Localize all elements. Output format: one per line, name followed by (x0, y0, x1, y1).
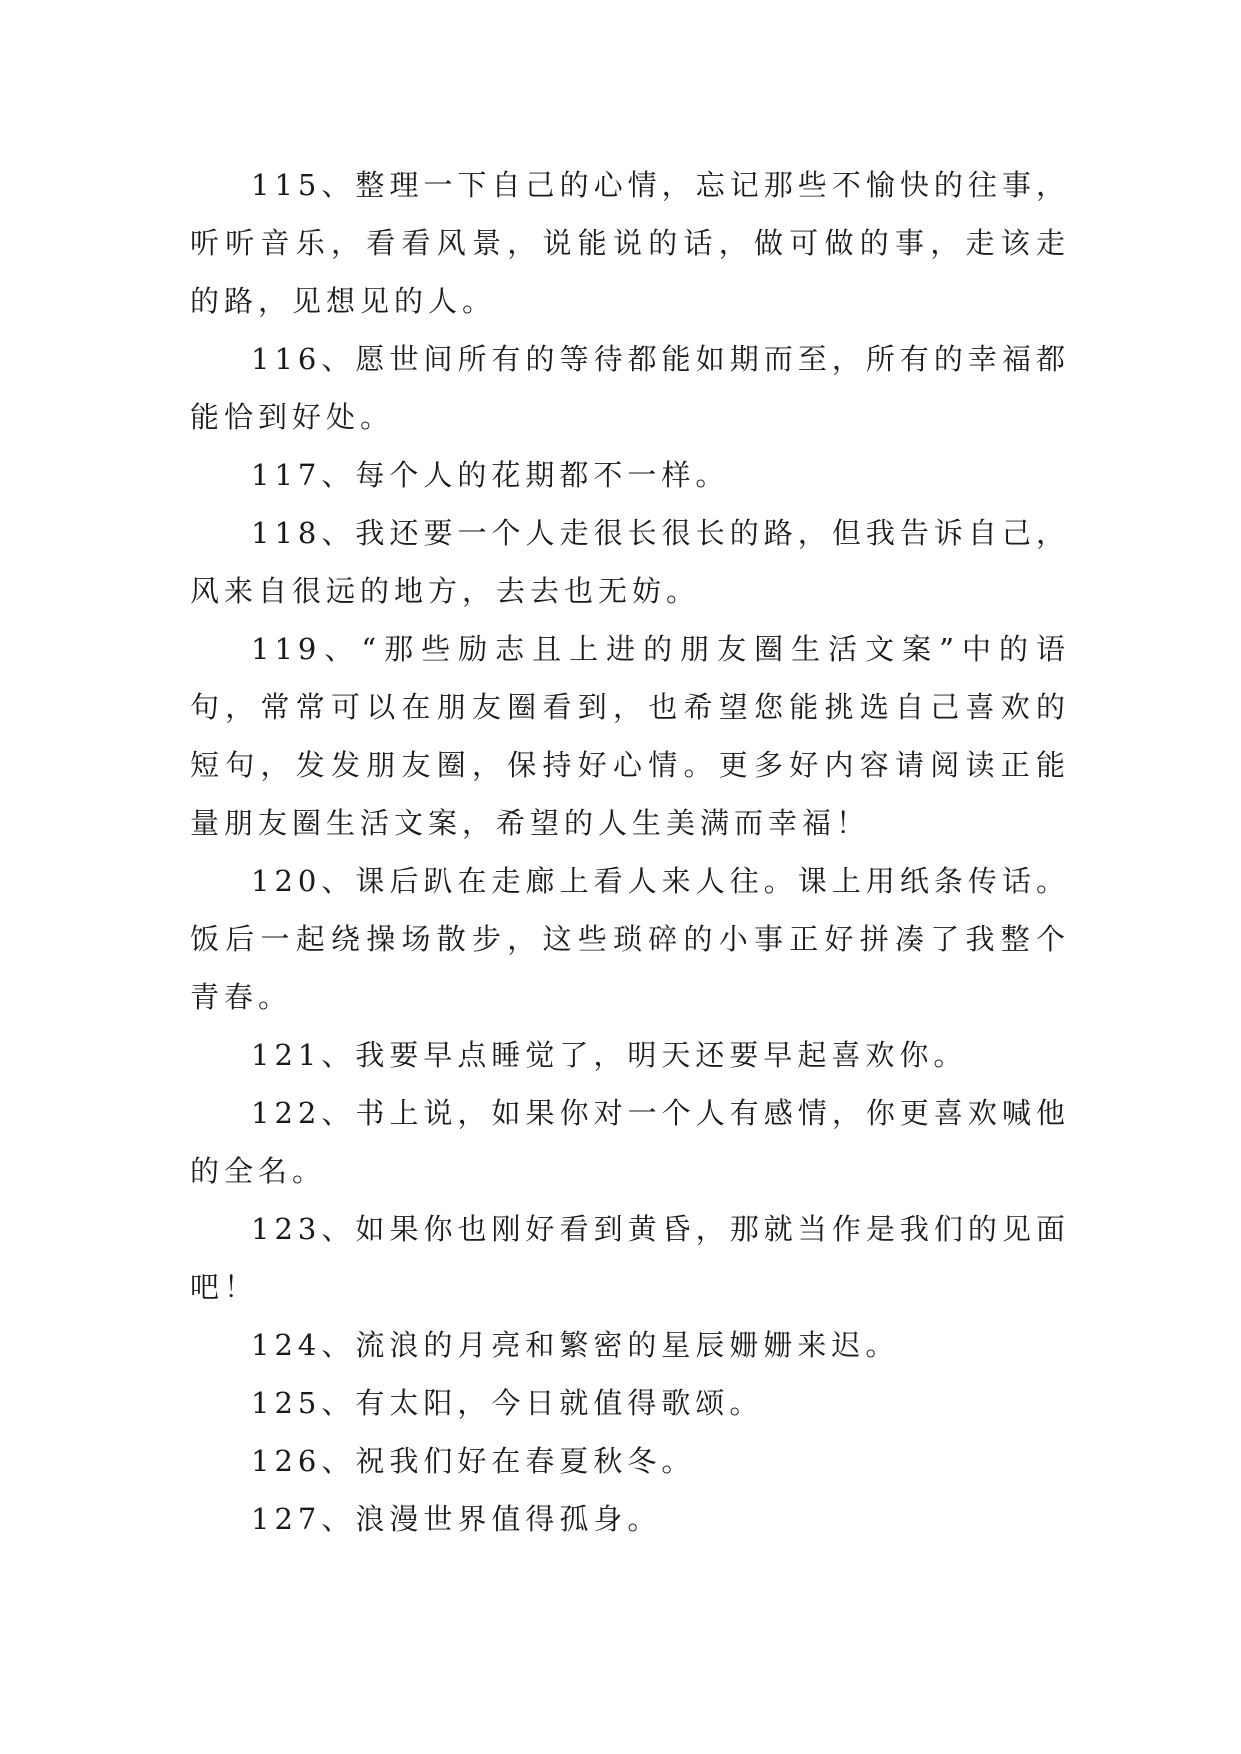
paragraph-119: 119、“那些励志且上进的朋友圈生活文案”中的语句，常常可以在朋友圈看到，也希望您能挑选自己喜欢的短句，发发朋友圈，保持好心情。更多好内容请阅读正能量朋友圈生活文案，希望的人生美满而幸福！ (190, 632, 1070, 840)
paragraph-122: 122、书上说，如果你对一个人有感情，你更喜欢喊他的全名。 (190, 1096, 1070, 1188)
paragraph-123: 123、如果你也刚好看到黄昏，那就当作是我们的见面吧！ (190, 1212, 1070, 1304)
paragraph-117: 117、每个人的花期都不一样。 (251, 458, 730, 492)
paragraph-126: 126、祝我们好在春夏秋冬。 (251, 1444, 696, 1478)
paragraph-118: 118、我还要一个人走很长很长的路，但我告诉自己，风来自很远的地方，去去也无妨。 (190, 516, 1070, 608)
paragraph-124: 124、流浪的月亮和繁密的星辰姗姗来迟。 (251, 1328, 900, 1362)
paragraph-127: 127、浪漫世界值得孤身。 (251, 1502, 662, 1536)
paragraph-120: 120、课后趴在走廊上看人来人往。课上用纸条传话。饭后一起绕操场散步，这些琐碎的小事正好拼凑了我整个青春。 (190, 864, 1070, 1014)
paragraph-125: 125、有太阳，今日就值得歌颂。 (251, 1386, 764, 1420)
paragraph-121: 121、我要早点睡觉了，明天还要早起喜欢你。 (251, 1038, 968, 1072)
document-body (190, 156, 1070, 1548)
paragraph-116: 116、愿世间所有的等待都能如期而至，所有的幸福都能恰到好处。 (190, 342, 1070, 434)
paragraph-115: 115、整理一下自己的心情，忘记那些不愉快的往事，听听音乐，看看风景，说能说的话，做可做的事，走该走的路，见想见的人。 (190, 168, 1070, 318)
